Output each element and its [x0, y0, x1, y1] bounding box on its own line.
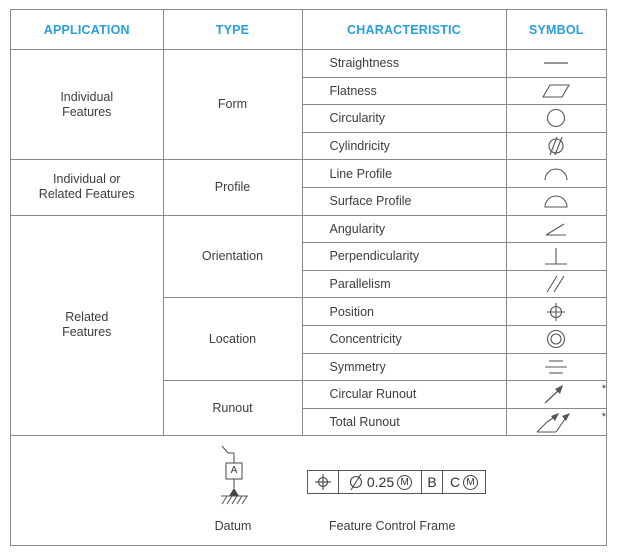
- flatness-icon: [506, 77, 606, 105]
- characteristic-angularity: Angularity: [302, 215, 506, 243]
- characteristic-surface-profile: Surface Profile: [302, 187, 506, 215]
- header-symbol: SYMBOL: [506, 10, 606, 50]
- surface-profile-icon: [506, 187, 606, 215]
- characteristic-parallelism: Parallelism: [302, 270, 506, 298]
- concentricity-icon: [506, 325, 606, 353]
- footer-examples: [11, 434, 606, 545]
- position-icon: [506, 298, 606, 326]
- characteristic-line-profile: Line Profile: [302, 160, 506, 188]
- characteristic-cylindricity: Cylindricity: [302, 132, 506, 160]
- characteristic-circularity: Circularity: [302, 105, 506, 133]
- fcf-datum-b: B: [422, 471, 443, 493]
- application-individual-line1: Individual: [60, 89, 114, 104]
- table-row: [11, 50, 606, 78]
- application-related-line1: Related: [65, 310, 109, 325]
- application-ind-related-line2: Related Features: [38, 187, 135, 202]
- feature-control-frame: [307, 470, 486, 494]
- symmetry-icon: [506, 353, 606, 381]
- gdt-symbols-chart: [10, 9, 607, 546]
- application-individual-or-related: [11, 160, 163, 215]
- parallelism-icon: [506, 270, 606, 298]
- characteristic-position: Position: [302, 298, 506, 326]
- perpendicularity-icon: [506, 243, 606, 271]
- type-location: Location: [163, 298, 302, 381]
- datum-label: Datum: [214, 519, 252, 533]
- header-application: APPLICATION: [11, 10, 163, 50]
- characteristic-circular-runout: Circular Runout: [302, 381, 506, 409]
- header-row: [11, 10, 606, 50]
- characteristic-flatness: Flatness: [302, 77, 506, 105]
- application-ind-related-line1: Individual or: [53, 172, 121, 187]
- circularity-icon: [506, 105, 606, 133]
- fcf-position-icon: [308, 471, 339, 493]
- table-row: [11, 160, 606, 188]
- fcf-datum-c-modifier: M: [463, 475, 478, 490]
- cylindricity-icon: [506, 132, 606, 160]
- type-profile: Profile: [163, 160, 302, 215]
- fcf-datum-c: C: [449, 474, 461, 490]
- angularity-icon: [506, 215, 606, 243]
- application-related-line2: Features: [62, 325, 112, 340]
- diameter-icon: [348, 473, 364, 491]
- fcf-tolerance-value: 0.25: [366, 474, 395, 490]
- application-individual-line2: Features: [62, 104, 112, 119]
- total-runout-icon: [506, 408, 606, 436]
- fcf-tolerance-cell: [339, 471, 422, 493]
- characteristic-symmetry: Symmetry: [302, 353, 506, 381]
- application-individual: [11, 50, 163, 160]
- fcf-label: Feature Control Frame: [329, 519, 456, 533]
- datum-symbol: [209, 444, 261, 516]
- characteristic-straightness: Straightness: [302, 50, 506, 78]
- type-form: Form: [163, 50, 302, 160]
- characteristic-perpendicularity: Perpendicularity: [302, 243, 506, 271]
- type-orientation: Orientation: [163, 215, 302, 298]
- type-runout: Runout: [163, 381, 302, 436]
- characteristic-concentricity: Concentricity: [302, 325, 506, 353]
- application-related: [11, 215, 163, 436]
- runout-footnote-mark: *: [601, 383, 606, 396]
- line-profile-icon: [506, 160, 606, 188]
- table-row: [11, 215, 606, 243]
- header-characteristic: CHARACTERISTIC: [302, 10, 506, 50]
- runout-footnote-mark: *: [601, 411, 606, 424]
- characteristic-total-runout: Total Runout: [302, 408, 506, 436]
- straightness-icon: [506, 50, 606, 78]
- fcf-tolerance-modifier: M: [397, 475, 412, 490]
- circular-runout-icon: [506, 381, 606, 409]
- fcf-datum-c-cell: [443, 471, 485, 493]
- gdt-table: [11, 10, 606, 436]
- datum-letter: A: [230, 465, 238, 476]
- header-type: TYPE: [163, 10, 302, 50]
